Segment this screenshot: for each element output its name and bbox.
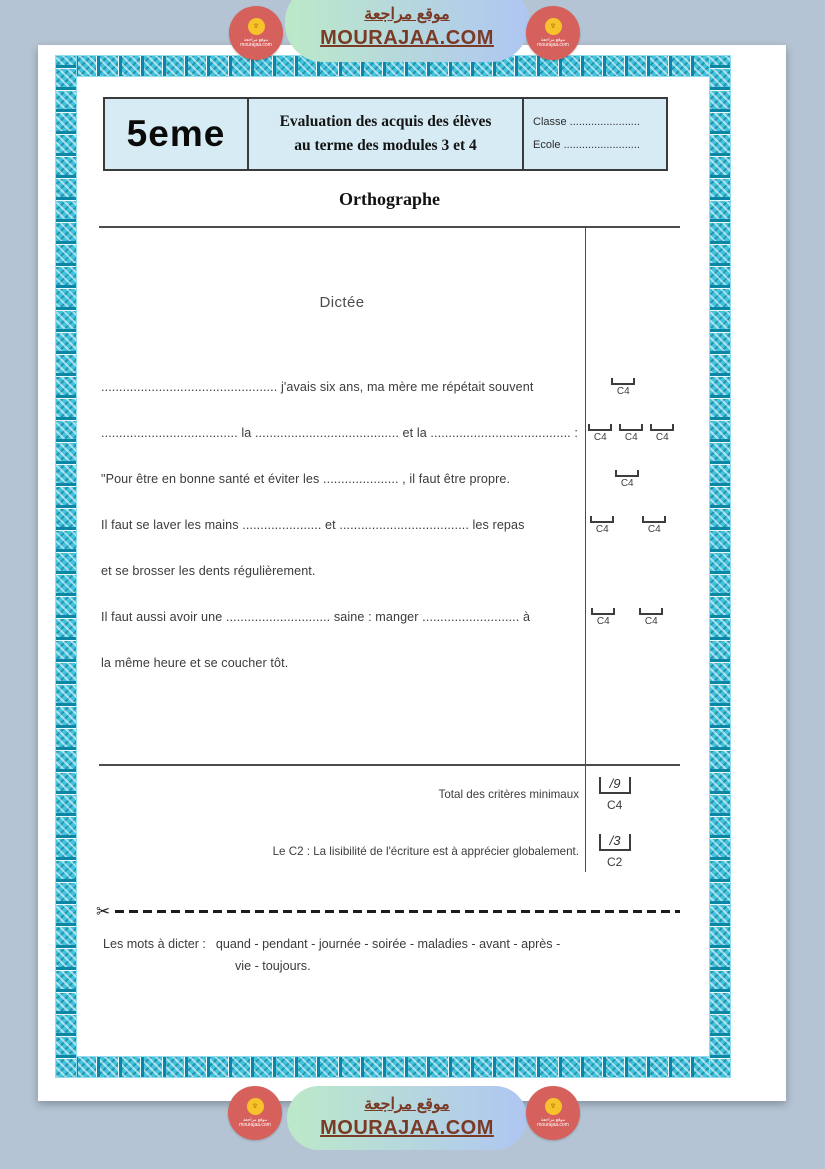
score-box[interactable]: /3 [599,834,631,851]
criterion-mark [619,424,643,443]
exam-title [249,99,524,169]
exam-title-line1: Evaluation des acquis des élèves [279,112,492,130]
worksheet-page [38,45,786,1101]
bracket-icon [619,424,643,431]
site-domain-link[interactable]: MOURAJAA.COM [320,1116,494,1139]
total-row [99,822,680,880]
criterion-mark [650,424,674,443]
criterion-label: C4 [620,477,634,489]
bracket-icon [650,424,674,431]
site-banner-bottom [287,1086,527,1150]
dictation-text: la même heure et se coucher tôt. [101,656,289,670]
site-banner-top [285,0,529,62]
bracket-icon [591,608,615,615]
words-list-1: quand - pendant - journée - soirée - maladies - avant - après - [215,937,561,951]
badge-arabic-label: موقع مراجعة [242,1116,268,1122]
bracket-icon [615,470,639,477]
total-label: Total des critères minimaux [438,787,579,801]
dictation-line [99,594,680,640]
dictation-title: Dictée [319,294,365,311]
site-domain-link[interactable]: MOURAJAA.COM [320,26,494,49]
classe-field[interactable]: Classe ....................... [533,115,640,128]
criteria-marks [585,608,680,627]
bracket-icon [639,608,663,615]
criterion-mark [588,424,612,443]
dictation-line [99,364,680,410]
criterion-label: C4 [624,431,638,443]
logo-icon: ۩ [545,1098,562,1115]
badge-domain-label: mourajaa.com [537,42,569,49]
criteria-marks [585,378,680,397]
dictation-lines [99,364,680,686]
ecole-field[interactable]: Ecole ......................... [533,139,640,151]
criterion-mark [642,516,666,535]
total-label: Le C2 : La lisibilité de l'écriture est à apprécier globalement. [272,844,579,858]
criterion-label: C4 [655,431,669,443]
score-box[interactable]: /9 [599,777,631,794]
site-name-arabic[interactable]: موقع مراجعة [364,6,450,24]
badge-arabic-label: موقع مراجعة [243,36,269,42]
badge-arabic-label: موقع مراجعة [540,1116,566,1122]
criterion-label: C4 [647,523,661,535]
criterion-label: C2 [607,854,623,869]
dictation-text: et se brosser les dents régulièrement. [101,564,316,578]
dictation-line [99,548,680,594]
dashed-cut-line [115,910,680,914]
dictation-section [99,228,680,686]
logo-icon: ۩ [545,18,562,35]
site-logo-badge[interactable] [228,1086,282,1140]
exam-header-box [103,97,668,171]
dictation-line [99,502,680,548]
criterion-mark [591,608,615,627]
school-fields [524,99,666,169]
decorative-border-bottom [55,1056,731,1078]
dictation-line [99,640,680,686]
total-row [99,766,680,822]
criteria-marks [585,424,680,443]
criterion-label: C4 [593,431,607,443]
dictation-text: ................................................. j'avais six ans, ma mère me répétait souvent [101,380,534,394]
criterion-mark [639,608,663,627]
words-line-2: vie - toujours. [235,959,311,973]
site-logo-badge[interactable] [229,6,283,60]
criterion-label: C4 [607,797,623,812]
site-name-arabic[interactable]: موقع مراجعة [364,1096,450,1114]
words-line-1 [103,937,678,951]
subject-title: Orthographe [339,189,440,209]
logo-icon: ۩ [247,1098,264,1115]
bracket-icon [611,378,635,385]
criterion-mark [590,516,614,535]
logo-icon: ۩ [248,18,265,35]
cut-line-row [96,903,680,920]
dictation-line [99,410,680,456]
decorative-border-right [709,55,731,1078]
dictation-line [99,456,680,502]
criteria-marks [585,470,680,489]
score-cell [585,777,680,812]
totals-section [99,766,680,880]
site-logo-badge[interactable] [526,6,580,60]
dictation-text: ...................................... la ........................................ et la ....................................... : [101,426,578,440]
decorative-border-left [55,55,77,1078]
dictation-text: Il faut aussi avoir une ............................. saine : manger ........................... à [101,610,531,624]
scissors-icon: ✂ [96,902,111,921]
criteria-marks [585,516,680,535]
criterion-mark [611,378,635,397]
score-cell [585,834,680,869]
exam-title-line2: au terme des modules 3 et 4 [294,137,477,154]
badge-domain-label: mourajaa.com [239,1122,271,1129]
criterion-mark [615,470,639,489]
words-to-dictate [103,937,678,973]
criterion-label: C4 [616,385,630,397]
grade-label: 5eme [105,99,249,169]
criterion-label: C4 [595,523,609,535]
words-label: Les mots à dicter : [103,937,206,951]
dictation-text: Il faut se laver les mains ...................... et .................................... les repas [101,518,525,532]
bracket-icon [590,516,614,523]
dictation-text: "Pour être en bonne santé et éviter les ..................... , il faut être propre. [101,472,511,486]
criterion-label: C4 [596,615,610,627]
criterion-label: C4 [644,615,658,627]
badge-domain-label: mourajaa.com [240,42,272,49]
site-logo-badge[interactable] [526,1086,580,1140]
bracket-icon [642,516,666,523]
badge-domain-label: mourajaa.com [537,1122,569,1129]
badge-arabic-label: موقع مراجعة [540,36,566,42]
bracket-icon [588,424,612,431]
